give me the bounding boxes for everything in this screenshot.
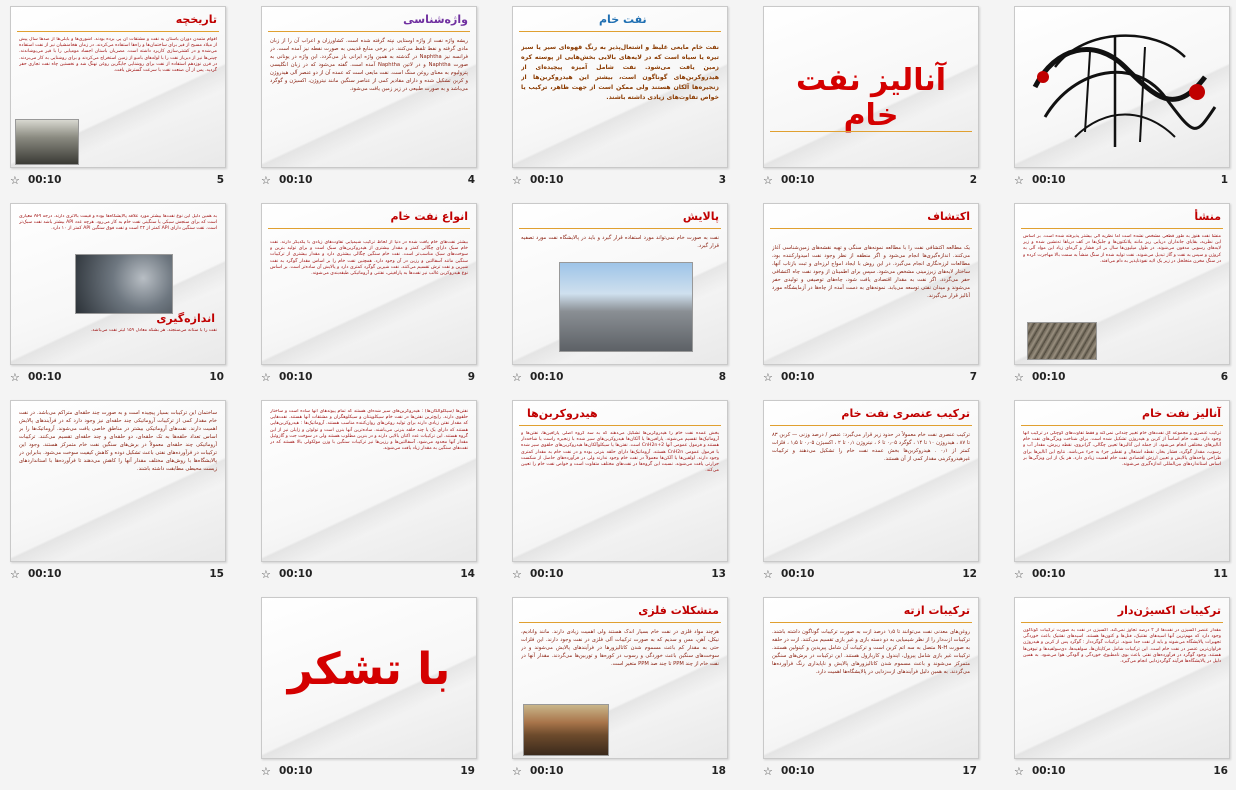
slide-number: 9 [467, 371, 475, 383]
slide-title: با تشکر [287, 644, 451, 695]
slide-15[interactable] [10, 400, 226, 562]
slide-duration: 00:10 [279, 174, 313, 186]
slide-meta [261, 174, 475, 188]
slide-duration: 00:10 [781, 371, 815, 383]
slide-duration: 00:10 [28, 371, 62, 383]
slide-title: آنالیز نفت خام [1142, 407, 1221, 420]
slide-duration: 00:10 [1032, 371, 1066, 383]
slide-body: ریشه واژه نفت از واژه اوستایی نپته گرفته شده است. کشاورزان و اعراب آن را از زبان مادی گرفته و نفط تلفظ می‌کنند. در برخی منابع قدیمی به صورت نفطه نیز آمده است. در فرانسه نیز Naphtha در گذشته به همین واژه ایرانی باز می‌گردد. این واژه در یونانی به صورت Naphtha و در لاتین Naphtha آمده است. گفته می‌شود که در زبان انگلیسی پترولیوم به معنای روغن سنگ است. نفت مایعی است که عمده آن از دو عنصر آلی هیدروژن و کربن تشکیل شده و دارای مقادیر کمی از عناصر سنگین مانند نیتروژن، اکسیژن و گوگرد می‌باشد و به صورت طبیعی در زیر زمین یافت می‌شود. [270, 38, 468, 92]
refinery-photo [559, 262, 693, 352]
slide-6[interactable] [1014, 203, 1230, 365]
slide-number: 1 [1220, 174, 1228, 186]
slide-number: 10 [209, 371, 224, 383]
slide-meta [763, 568, 977, 582]
slide-meta [763, 765, 977, 779]
slide-duration: 00:10 [1032, 568, 1066, 580]
star-icon[interactable]: ☆ [261, 568, 271, 581]
slide-body: به همین دلیل این نوع نفت‌ها بیشتر مورد علاقه پالایشگاه‌ها بوده و قیمت بالاتری دارند. درجه API معیاری است که برای سنجش سبکی یا سنگینی نفت خام به کار می‌رود. هرچه عدد API بیشتر باشد نفت سبک‌تر است. نفت سنگین دارای API کمتر از ۲۲ است و نفت فوق سنگین API کمتر از ۱۰ دارد. [19, 214, 217, 232]
slide-meta [1014, 371, 1228, 385]
slide-number: 19 [460, 765, 475, 777]
slide-meta [1014, 174, 1228, 188]
star-icon[interactable]: ☆ [512, 371, 522, 384]
slide-meta [261, 765, 475, 779]
slide-12[interactable] [763, 400, 979, 562]
slide-duration: 00:10 [781, 765, 815, 777]
slide-meta [1014, 568, 1228, 582]
slide-body: هرچند مواد فلزی در نفت خام بسیار اندک هستند ولی اهمیت زیادی دارند. مانند وانادیم، نیکل، آهن، مس و سدیم که به صورت ترکیبات آلی فلزی در نفت وجود دارند. این فلزات حتی به مقدار کم باعث مسموم شدن کاتالیزورها در فرآیندهای پالایش می‌شوند و در سوخت‌های سنگین باعث خوردگی و رسوب در کوره‌ها و توربین‌ها می‌گردند. مقدار آنها در نفت خام از چند PPM تا چند صد PPM متغیر است. [521, 629, 719, 667]
slide-number: 17 [962, 765, 977, 777]
star-icon[interactable]: ☆ [512, 568, 522, 581]
star-icon[interactable]: ☆ [763, 174, 773, 187]
slide-duration: 00:10 [279, 568, 313, 580]
star-icon[interactable]: ☆ [512, 765, 522, 778]
slide-2[interactable] [763, 6, 979, 168]
slide-meta [512, 174, 726, 188]
slide-duration: 00:10 [28, 174, 62, 186]
slide-body: بخش عمده نفت خام را هیدروکربن‌ها تشکیل می‌دهند که به سه گروه اصلی پارافین‌ها، نفتن‌ها و آروماتیک‌ها تقسیم می‌شوند. پارافین‌ها یا آلکان‌ها هیدروکربن‌های سیر شده با زنجیره راست یا شاخه‌دار هستند و فرمول عمومی آنها CnH2n+2 است. نفتن‌ها یا سیکلوآلکان‌ها هیدروکربن‌های حلقوی سیر شده با فرمول عمومی CnH2n هستند. آروماتیک‌ها دارای حلقه بنزنی بوده و در نفت خام به مقدار کمتری وجود دارند. اولفین‌ها یا آلکن‌ها معمولاً در نفت خام وجود ندارند ولی در فرآورده‌های حاصل از شکست حرارتی یافت می‌شوند. نسبت این گروه‌ها در نفت‌های مختلف متفاوت است و خواص نفت خام را تعیین می‌کند. [521, 431, 719, 474]
slide-subtitle: اندازه‌گیری [156, 312, 215, 325]
divider [519, 622, 721, 623]
star-icon[interactable]: ☆ [10, 174, 20, 187]
slide-title: نفت خام [599, 13, 647, 26]
slide-8[interactable] [512, 203, 728, 365]
slide-body: ساختمان این ترکیبات بسیار پیچیده است و به صورت چند حلقه‌ای متراکم می‌باشد. در نفت خام مقدار کمی از ترکیبات آروماتیکی چند حلقه‌ای نیز وجود دارد که در فرآیندهای پالایش اهمیت دارند. نفت‌های آروماتیکی بیشتر در مناطق خاصی یافت می‌شوند. آروماتیک‌ها را بر اساس تعداد حلقه‌ها به تک حلقه‌ای، دو حلقه‌ای و چند حلقه‌ای تقسیم می‌کنند. ترکیبات آروماتیکی چند حلقه‌ای معمولاً در برش‌های سنگین نفت خام متمرکز هستند. وجود این ترکیبات در فرآورده‌های نفتی باعث تشکیل دوده و کاهش کیفیت سوخت می‌شود. بنابراین در پالایشگاه‌ها با روش‌های مختلف مقدار آنها را کاهش می‌دهند تا فرآورده‌ها با استانداردهای زیست محیطی مطابقت داشته باشند. [19, 410, 217, 472]
slide-14[interactable] [261, 400, 477, 562]
slide-number: 5 [216, 174, 224, 186]
slide-duration: 00:10 [530, 765, 564, 777]
divider [1021, 622, 1223, 623]
slide-9[interactable] [261, 203, 477, 365]
slide-3[interactable] [512, 6, 728, 168]
slide-19[interactable] [261, 597, 477, 759]
star-icon[interactable]: ☆ [512, 174, 522, 187]
star-icon[interactable]: ☆ [1014, 371, 1024, 384]
star-icon[interactable]: ☆ [10, 568, 20, 581]
slide-duration: 00:10 [530, 371, 564, 383]
slide-number: 11 [1213, 568, 1228, 580]
star-icon[interactable]: ☆ [10, 371, 20, 384]
star-icon[interactable]: ☆ [763, 568, 773, 581]
slide-number: 13 [711, 568, 726, 580]
slide-number: 12 [962, 568, 977, 580]
slide-meta [512, 765, 726, 779]
slide-duration: 00:10 [279, 371, 313, 383]
slide-meta [763, 371, 977, 385]
star-icon[interactable]: ☆ [261, 371, 271, 384]
rock-photo [1027, 322, 1097, 360]
slide-title: پالایش [682, 210, 719, 223]
divider [770, 622, 972, 623]
divider [519, 228, 721, 229]
slide-title: آنالیز نفت خام [795, 63, 947, 133]
slide-title: واژه‌شناسی [403, 13, 468, 26]
slide-title: ترکیب عنصری نفت خام [841, 407, 970, 420]
slide-17[interactable] [763, 597, 979, 759]
slide-number: 14 [460, 568, 475, 580]
star-icon[interactable]: ☆ [1014, 765, 1024, 778]
slide-duration: 00:10 [781, 174, 815, 186]
slide-16[interactable] [1014, 597, 1230, 759]
slide-number: 15 [209, 568, 224, 580]
star-icon[interactable]: ☆ [763, 371, 773, 384]
slide-meta [763, 174, 977, 188]
slide-7[interactable] [763, 203, 979, 365]
slide-body: ترکیب عنصری نفت خام معمولاً در حدود زیر قرار می‌گیرد: عنصر / درصد وزنی — کربن ۸۳ تا ۸۷ ، هیدروژن ۱۰ تا ۱۴ ، گوگرد ۰٫۰۵ تا ۶ ، نیتروژن ۰٫۱ تا ۲ ، اکسیژن ۰٫۰۵ تا ۱٫۵ ، فلزات کمتر از ۰٫۱ . هیدروکربن‌ها بخش عمده نفت خام را تشکیل می‌دهند و ترکیبات غیرهیدروکربنی مقدار کمی از آن هستند. [772, 432, 970, 462]
slide-title: هیدروکربن‌ها [527, 407, 598, 420]
slide-body: نفت خام مایعی غلیظ و اشتعال‌پذیر به رنگ قهوه‌ای سیر یا سبز تیره یا سیاه است که در لایه‌های بالایی بخش‌هایی از پوسته کره زمین یافت می‌شود. نفت شامل آمیزه پیچیده‌ای از هیدروکربن‌های گوناگون است، بیشتر این هیدروکربن‌ها از زنجیره‌ها آلکان هستند ولی ممکن است از جهت ظاهر، ترکیب یا خواص تفاوت‌های زیادی داشته باشند. [521, 44, 719, 101]
slide-duration: 00:10 [781, 568, 815, 580]
divider [17, 31, 219, 32]
slide-number: 8 [718, 371, 726, 383]
slide-18[interactable] [512, 597, 728, 759]
slide-number: 6 [1220, 371, 1228, 383]
slide-meta [261, 371, 475, 385]
slide-11[interactable] [1014, 400, 1230, 562]
slide-title: تاریخچه [175, 13, 217, 26]
slide-number: 4 [467, 174, 475, 186]
divider [519, 31, 721, 32]
divider [268, 228, 470, 229]
slide-duration: 00:10 [1032, 174, 1066, 186]
slide-duration: 00:10 [530, 174, 564, 186]
slide-title: منشأ [1194, 210, 1221, 223]
divider [1021, 425, 1223, 426]
divider [770, 425, 972, 426]
slide-meta [10, 174, 224, 188]
pipe-photo [75, 254, 173, 314]
slide-title: انواع نفت خام [390, 210, 468, 223]
slide-13[interactable] [512, 400, 728, 562]
slide-meta [1014, 765, 1228, 779]
slide-meta [261, 568, 475, 582]
slide-meta [10, 371, 224, 385]
slide-body: نفتن‌ها (سیکلوآلکان‌ها) : هیدروکربن‌های سیر شده‌ای هستند که تمام پیوندهای آنها ساده است و ساختار حلقوی دارند. رایج‌ترین نفتن‌ها در نفت خام سیکلوپنتان و سیکلوهگزان و مشتقات آنها هستند. نفت‌هایی که مقدار نفتن زیادی دارند برای تولید روغن‌های روان‌کننده مناسب هستند. آروماتیک‌ها : هیدروکربن‌هایی هستند که دارای یک یا چند حلقه بنزنی می‌باشند. ساده‌ترین آنها بنزن است و تولوئن و زایلن نیز از این گروه هستند. این ترکیبات عدد اکتان بالایی دارند و در بنزین مطلوب هستند ولی در سوخت جت و گازوئیل مقدار آنها محدود می‌شود. آسفالتین‌ها و رزین‌ها نیز ترکیبات سنگین با وزن مولکولی بالا هستند که در نفت‌های سنگین به مقدار زیاد یافت می‌شوند. [270, 409, 468, 452]
history-photo [15, 119, 79, 165]
divider [268, 31, 470, 32]
divider [1021, 228, 1223, 229]
star-icon[interactable]: ☆ [1014, 568, 1024, 581]
slide-body: نفت به صورت خام نمی‌تواند مورد استفاده قرار گیرد و باید در پالایشگاه نفت مورد تصفیه قرار گیرد. [521, 235, 719, 249]
slide-number: 7 [969, 371, 977, 383]
slide-number: 3 [718, 174, 726, 186]
slide-body: اقوام متمدن دوران باستان به نفت و مشتقات آن پی برده بودند. آشوری‌ها و بابلی‌ها از صدها سال پیش از میلاد مسیح از قیر برای ساختمان‌ها و راه‌ها استفاده می‌کردند. در زمان هخامنشیان نیز از نفت استفاده می‌شده و در کشتی‌سازی کاربرد داشته است. مصریان باستان اجساد مومیایی را با قیر می‌پوشاندند. چینی‌ها نیز از دیرباز نفت را با لوله‌های بامبو از زمین استخراج می‌کردند و برای روشنایی به کار می‌بردند. در قرن نوزدهم استفاده از نفت برای روشنایی جایگزین روغن نهنگ شد و نخستین چاه نفت تجاری حفر گردید. پس از آن صنعت نفت با سرعت گسترش یافت. [19, 37, 217, 74]
slide-body: ترکیب عنصری و مجموعه کل نفت‌های خام تغییر چندانی نمی‌کند و فقط تفاوت‌های کوچکی در ترکیب آنها وجود دارد. نفت خام اساساً از کربن و هیدروژن تشکیل شده است. برای شناخت ویژگی‌های نفت خام آنالیزهای مختلفی انجام می‌شود. از جمله این آنالیزها تعیین چگالی، گرانروی، نقطه ریزش، مقدار آب و رسوب، مقدار گوگرد، فشار بخار، نقطه اشتعال و تقطیر جزء به جزء می‌باشد. نتایج این آنالیزها برای طراحی واحدهای پالایش و تعیین ارزش اقتصادی نفت خام اهمیت زیادی دارد. هر یک از این ویژگی‌ها بر اساس استانداردهای بین‌المللی اندازه‌گیری می‌شوند. [1023, 431, 1221, 468]
slide-body: یک مطالعه اکتشافی نفت را با مطالعه نمونه‌های سنگی و تهیه نقشه‌های زمین‌شناسی آغاز می‌کنند. اندازه‌گیری‌ها انجام می‌شود و اگر منطقه از نظر وجود نفت امیدوارکننده بود، مطالعات لرزه‌نگاری انجام می‌گیرد. در این روش با ایجاد امواج لرزه‌ای و ثبت بازتاب آنها، ساختار لایه‌های زیرزمینی مشخص می‌شود. سپس برای اطمینان از وجود نفت چاه اکتشافی حفر می‌گردد. اگر نفت به مقدار اقتصادی یافت شود، چاه‌های توصیفی و تولیدی حفر می‌شوند و میدان نفتی توسعه می‌یابد. نمونه‌های به دست آمده از چاه‌ها در آزمایشگاه مورد آنالیز قرار می‌گیرند. [772, 245, 970, 299]
slide-body: بیشتر نفت‌های خام یافت شده در دنیا از لحاظ ترکیب شیمیایی تفاوت‌های زیادی با یکدیگر دارند. نفت خام سبک دارای چگالی کمتر و مقدار بیشتری از هیدروکربن‌های سبک است و برای تولید بنزین و سوخت‌های سبک مناسب‌تر است. نفت خام سنگین چگالی بیشتری دارد و مقدار بیشتری از ترکیبات سنگین مانند آسفالتین و رزین در آن وجود دارد. همچنین نفت خام را بر اساس مقدار گوگرد به نفت شیرین و نفت ترش تقسیم می‌کنند. نفت شیرین گوگرد کمتری دارد و پالایش آن ساده‌تر است. بر اساس نوع هیدروکربن غالب نیز نفت‌ها به پارافینی، نفتنی و آروماتیکی طبقه‌بندی می‌شوند. [270, 240, 468, 277]
slide-duration: 00:10 [28, 568, 62, 580]
star-icon[interactable]: ☆ [261, 765, 271, 778]
slide-duration: 00:10 [530, 568, 564, 580]
calligraphy-logo [1015, 7, 1229, 167]
slide-meta [512, 568, 726, 582]
slide-title: اکتشاف [927, 210, 970, 223]
slide-title: ترکیبات اکسیژن‌دار [1117, 604, 1221, 617]
slide-title: ترکیبات ازته [903, 604, 970, 617]
slide-number: 18 [711, 765, 726, 777]
slide-duration: 00:10 [279, 765, 313, 777]
slide-body: مقدار عنصر اکسیژن در نفت‌ها از ۲ درصد تجاوز نمی‌کند. اکسیژن در نفت به صورت ترکیبات گوناگون وجود دارد که مهم‌ترین آنها اسیدهای نفتنیک، فنل‌ها و کتون‌ها هستند. اسیدهای نفتنیک باعث خوردگی تجهیزات پالایشگاه می‌شوند و باید از نفت جدا شوند. ترکیبات گوگرددار : گوگرد پس از کربن و هیدروژن فراوان‌ترین عنصر در نفت خام است. این ترکیبات شامل مرکاپتان‌ها، سولفیدها، دی‌سولفیدها و تیوفن‌ها هستند. وجود گوگرد در فرآورده‌های نفتی باعث بوی نامطبوع، خوردگی و آلودگی هوا می‌شود. به همین دلیل در پالایشگاه‌ها فرآیند گوگردزدایی انجام می‌گیرد. [1023, 628, 1221, 665]
star-icon[interactable]: ☆ [1014, 174, 1024, 187]
slide-duration: 00:10 [1032, 765, 1066, 777]
divider [519, 425, 721, 426]
geology-diagram [523, 704, 609, 756]
slide-number: 2 [969, 174, 977, 186]
slide-title: متشکلات فلزی [638, 604, 719, 617]
star-icon[interactable]: ☆ [763, 765, 773, 778]
slide-5[interactable] [10, 6, 226, 168]
divider [770, 131, 972, 132]
divider [770, 228, 972, 229]
slide-footnote: نفت را با ستانه می‌سنجند. هر بشکه معادل ۱۵۹ لیتر نفت می‌باشد. [90, 328, 217, 333]
slide-1[interactable] [1014, 6, 1230, 168]
slide-body: روغن‌های معدنی نفت می‌توانند تا ۱٫۵ درصد ازت به صورت ترکیبات گوناگون داشته باشند. ترکیبات ازت‌دار را از نظر شیمیایی به دو دسته بازی و غیر بازی تقسیم می‌کنند. ازت در حلقه به صورت N-H متصل به سه اتم کربن است و ترکیبات آن شامل پیریدین و کینولین هستند. ترکیبات غیر بازی شامل پیرول، ایندول و کاربازول هستند. این ترکیبات در برش‌های سنگین متمرکز می‌شوند و باعث مسموم شدن کاتالیزورهای پالایش و ناپایداری رنگ فرآورده‌ها می‌گردند. به همین دلیل فرآیندهای ازت‌زدایی در پالایشگاه‌ها اهمیت دارد. [772, 629, 970, 675]
slide-body: منشأ نفت هنوز به طور قطعی مشخص نشده است اما نظریه آلی بیشتر پذیرفته شده است. بر اساس این نظریه، بقایای جانداران دریایی ریز مانند پلانکتون‌ها و جلبک‌ها در کف دریاها ته‌نشین شده و زیر لایه‌های رسوبی مدفون می‌شوند. در طول میلیون‌ها سال بر اثر فشار و گرمای زیاد این مواد آلی به کروژن و سپس به نفت و گاز تبدیل می‌شوند. نفت تولید شده از سنگ منشأ به سمت بالا مهاجرت کرده و در سنگ مخزن متخلخل در زیر یک لایه نفوذناپذیر به دام می‌افتد. [1023, 234, 1221, 264]
slide-number: 16 [1213, 765, 1228, 777]
slide-4[interactable] [261, 6, 477, 168]
slide-10[interactable] [10, 203, 226, 365]
star-icon[interactable]: ☆ [261, 174, 271, 187]
slide-meta [512, 371, 726, 385]
slide-meta [10, 568, 224, 582]
